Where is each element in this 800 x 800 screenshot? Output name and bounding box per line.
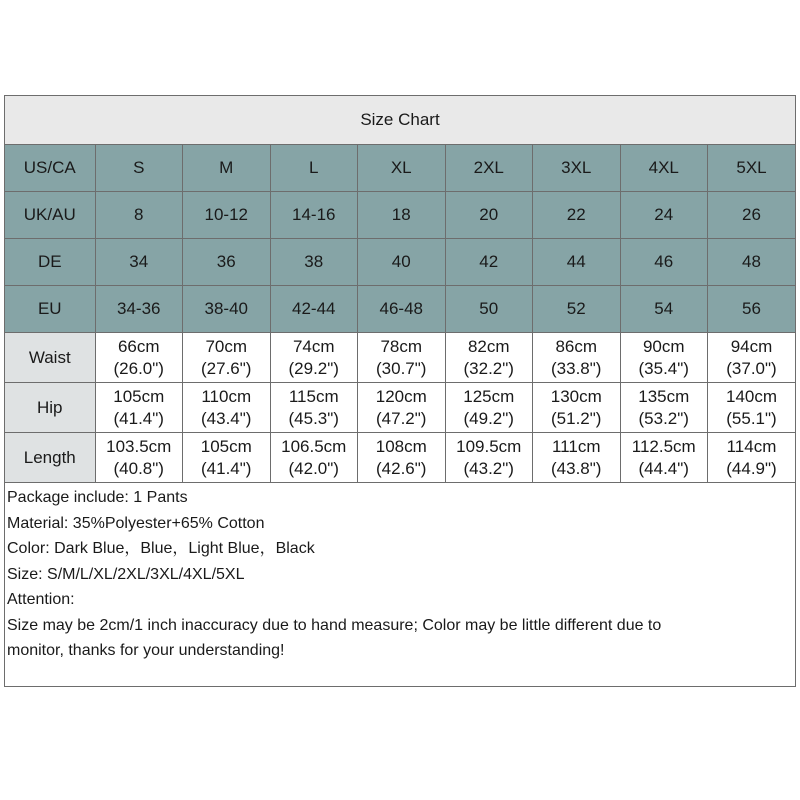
inch-value: (42.0") xyxy=(288,458,339,478)
cm-value: 105cm xyxy=(200,436,252,456)
size-cell: 46-48 xyxy=(358,286,446,333)
row-label: UK/AU xyxy=(5,192,95,239)
inch-value: (41.4") xyxy=(113,408,164,428)
size-row xyxy=(5,192,795,239)
note-line: Package include: 1 Pants xyxy=(7,489,188,506)
size-cell: 38 xyxy=(270,239,358,286)
cm-value: 115cm xyxy=(288,386,339,406)
chart-title: Size Chart xyxy=(5,96,795,145)
size-cell: 46 xyxy=(620,239,708,286)
measurement-cell xyxy=(183,333,271,383)
measurement-cell xyxy=(95,333,183,383)
inch-value: (41.4") xyxy=(201,458,252,478)
cm-value: 111cm xyxy=(551,436,601,456)
measurement-row xyxy=(5,383,795,433)
measurement-cell xyxy=(708,333,796,383)
size-cell: 3XL xyxy=(533,145,621,192)
cm-value: 105cm xyxy=(113,386,165,406)
size-row xyxy=(5,145,795,192)
note-line: Color: Dark Blue，Blue，Light Blue，Black xyxy=(7,540,315,557)
row-label: EU xyxy=(5,286,95,333)
inch-value: (26.0") xyxy=(113,358,164,378)
cm-value: 140cm xyxy=(725,386,778,406)
cm-value: 90cm xyxy=(642,336,685,356)
measurement-cell xyxy=(445,333,533,383)
size-cell: 10-12 xyxy=(183,192,271,239)
note-line: monitor, thanks for your understanding! xyxy=(7,642,285,659)
size-cell: 54 xyxy=(620,286,708,333)
inch-value: (33.8") xyxy=(551,358,602,378)
inch-value: (32.2") xyxy=(463,358,514,378)
measurement-cell xyxy=(620,383,708,433)
measurement-cell xyxy=(708,433,796,483)
size-cell: XL xyxy=(358,145,446,192)
cm-value: 120cm xyxy=(375,386,427,406)
size-table xyxy=(5,145,795,482)
inch-value: (45.3") xyxy=(288,408,339,428)
size-cell: 50 xyxy=(445,286,533,333)
cm-value: 110cm xyxy=(201,386,252,406)
size-cell: 40 xyxy=(358,239,446,286)
row-label: Waist xyxy=(5,333,95,383)
size-cell: 2XL xyxy=(445,145,533,192)
cm-value: 114cm xyxy=(726,436,777,456)
row-label: US/CA xyxy=(5,145,95,192)
size-row xyxy=(5,286,795,333)
size-chart xyxy=(4,95,796,687)
size-cell: 4XL xyxy=(620,145,708,192)
inch-value: (49.2") xyxy=(463,408,514,428)
cm-value: 94cm xyxy=(730,336,773,356)
cm-value: 86cm xyxy=(555,336,598,356)
size-cell: 36 xyxy=(183,239,271,286)
cm-value: 106.5cm xyxy=(281,436,347,456)
size-cell: 34 xyxy=(95,239,183,286)
cm-value: 74cm xyxy=(292,336,335,356)
row-label: Hip xyxy=(5,383,95,433)
measurement-cell xyxy=(620,333,708,383)
cm-value: 66cm xyxy=(117,336,160,356)
inch-value: (40.8") xyxy=(113,458,164,478)
size-cell: 22 xyxy=(533,192,621,239)
measurement-cell xyxy=(358,383,446,433)
size-cell: 5XL xyxy=(708,145,796,192)
size-cell: 34-36 xyxy=(95,286,183,333)
product-notes xyxy=(5,482,795,686)
measurement-cell xyxy=(270,383,358,433)
size-cell: S xyxy=(95,145,183,192)
note-line: Size may be 2cm/1 inch inaccuracy due to hand measure; Color may be little different due to xyxy=(7,616,662,634)
measurement-row xyxy=(5,333,795,383)
measurement-cell xyxy=(95,383,183,433)
size-cell: 8 xyxy=(95,192,183,239)
measurement-cell xyxy=(270,333,358,383)
cm-value: 130cm xyxy=(550,386,602,406)
cm-value: 82cm xyxy=(467,336,510,356)
size-cell: 52 xyxy=(533,286,621,333)
inch-value: (43.4") xyxy=(201,408,252,428)
size-cell: 44 xyxy=(533,239,621,286)
inch-value: (35.4") xyxy=(638,358,689,378)
size-cell: 48 xyxy=(708,239,796,286)
inch-value: (47.2") xyxy=(376,408,427,428)
cm-value: 70cm xyxy=(205,336,248,356)
measurement-cell xyxy=(445,433,533,483)
cm-value: 135cm xyxy=(638,386,690,406)
size-cell: 26 xyxy=(708,192,796,239)
cm-value: 112.5cm xyxy=(631,436,696,456)
measurement-cell xyxy=(358,433,446,483)
size-cell: 24 xyxy=(620,192,708,239)
cm-value: 103.5cm xyxy=(106,436,172,456)
size-cell: 42 xyxy=(445,239,533,286)
inch-value: (29.2") xyxy=(288,358,339,378)
inch-value: (27.6") xyxy=(201,358,252,378)
size-cell: L xyxy=(270,145,358,192)
row-label: DE xyxy=(5,239,95,286)
note-line: Material: 35%Polyester+65% Cotton xyxy=(7,514,265,532)
size-cell: 18 xyxy=(358,192,446,239)
measurement-cell xyxy=(533,383,621,433)
size-cell: 42-44 xyxy=(270,286,358,333)
inch-value: (43.2") xyxy=(463,458,514,478)
cm-value: 78cm xyxy=(380,336,423,356)
measurement-row xyxy=(5,433,795,483)
size-cell: 38-40 xyxy=(183,286,271,333)
measurement-cell xyxy=(533,433,621,483)
measurement-cell xyxy=(533,333,621,383)
note-line: Size: S/M/L/XL/2XL/3XL/4XL/5XL xyxy=(7,565,245,583)
size-cell: 20 xyxy=(445,192,533,239)
inch-value: (55.1") xyxy=(726,408,777,428)
inch-value: (43.8") xyxy=(551,458,602,478)
measurement-cell xyxy=(183,433,271,483)
inch-value: (44.4") xyxy=(638,458,689,478)
inch-value: (44.9") xyxy=(726,458,777,478)
row-label: Length xyxy=(5,433,95,483)
size-cell: 56 xyxy=(708,286,796,333)
inch-value: (53.2") xyxy=(638,408,689,428)
measurement-cell xyxy=(620,433,708,483)
inch-value: (51.2") xyxy=(551,408,602,428)
measurement-cell xyxy=(183,383,271,433)
measurement-cell xyxy=(270,433,358,483)
size-cell: 14-16 xyxy=(270,192,358,239)
inch-value: (42.6") xyxy=(376,458,427,478)
measurement-cell xyxy=(95,433,183,483)
size-row xyxy=(5,239,795,286)
inch-value: (37.0") xyxy=(726,358,777,378)
cm-value: 109.5cm xyxy=(456,436,522,456)
measurement-cell xyxy=(708,383,796,433)
cm-value: 125cm xyxy=(463,386,515,406)
cm-value: 108cm xyxy=(375,436,427,456)
note-line: Attention: xyxy=(7,591,75,608)
measurement-cell xyxy=(358,333,446,383)
size-cell: M xyxy=(183,145,271,192)
measurement-cell xyxy=(445,383,533,433)
inch-value: (30.7") xyxy=(376,358,427,378)
